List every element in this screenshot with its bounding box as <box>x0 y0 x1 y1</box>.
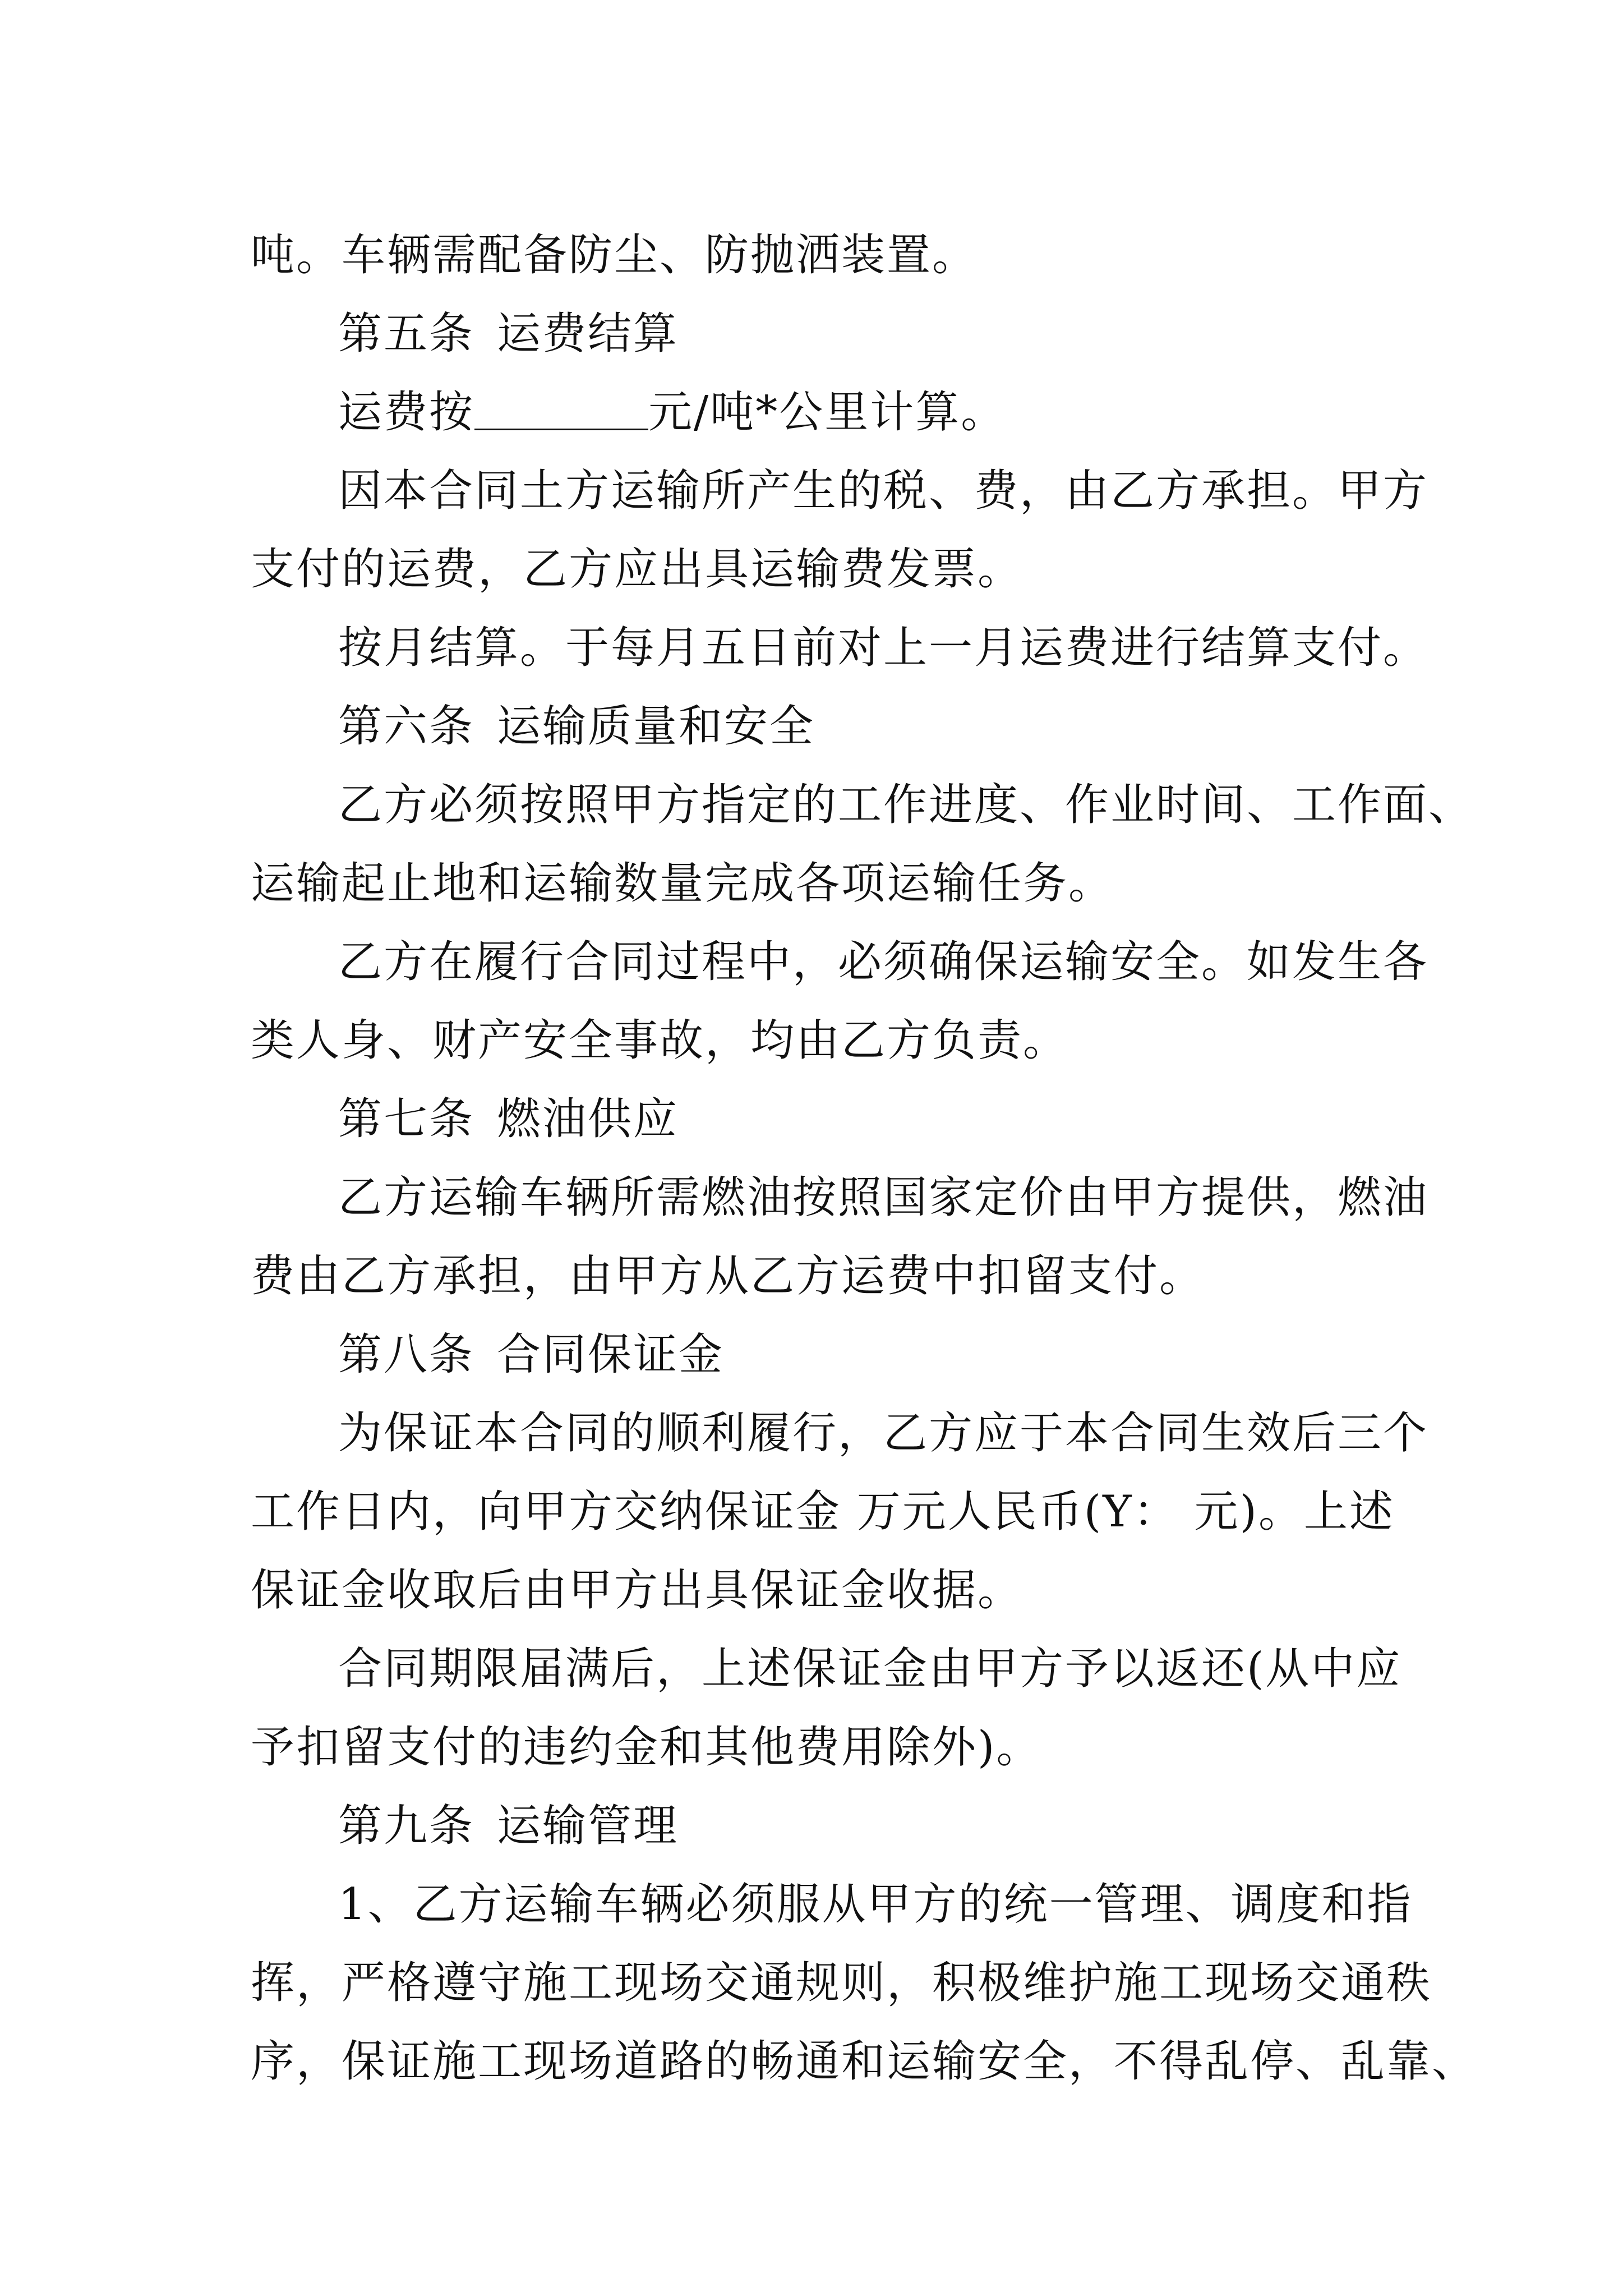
article-title: 运费结算 <box>497 309 679 359</box>
paragraph-line: 运输起止地和运输数量完成各项运输任务。 <box>251 858 1114 909</box>
paragraph-line: 序，保证施工现场道路的畅通和运输安全，不得乱停、乱靠、 <box>251 2036 1478 2087</box>
rate-blank-field <box>474 385 648 430</box>
article-number: 第八条 <box>338 1329 475 1380</box>
article-number: 第九条 <box>338 1801 475 1851</box>
article-title: 合同保证金 <box>497 1329 725 1380</box>
article-heading-6 <box>251 687 1378 766</box>
paragraph-line: 乙方必须按照甲方指定的工作进度、作业时间、工作面、 <box>338 780 1474 830</box>
article-heading-7 <box>251 1080 1378 1158</box>
paragraph-line: 挥，严格遵守施工现场交通规则，积极维护施工现场交通秩 <box>251 1958 1432 2008</box>
paragraph-line: 合同期限届满后，上述保证金由甲方予以返还(从中应 <box>338 1644 1402 1694</box>
freight-rate-line <box>251 373 1378 452</box>
paragraph-line: 为保证本合同的顺利履行，乙方应于本合同生效后三个 <box>338 1408 1429 1458</box>
paragraph-line: 因本合同土方运输所产生的税、费，由乙方承担。甲方 <box>338 466 1429 516</box>
paragraph-line: 按月结算。于每月五日前对上一月运费进行结算支付。 <box>338 623 1429 673</box>
paragraph-line: 1、乙方运输车辆必须服从甲方的统一管理、调度和指 <box>338 1879 1413 1930</box>
paragraph-line: 保证金收取后由甲方出具保证金收据。 <box>251 1565 1023 1616</box>
paragraph-line: 予扣留支付的违约金和其他费用除外)。 <box>251 1722 1042 1773</box>
paragraph-line: 类人身、财产安全事故，均由乙方负责。 <box>251 1015 1069 1066</box>
article-number: 第六条 <box>338 701 475 752</box>
article-heading-9 <box>251 1787 1378 1865</box>
article-title: 运输管理 <box>497 1801 679 1851</box>
article-heading-8 <box>251 1315 1378 1394</box>
contract-text <box>251 216 1478 2101</box>
paragraph-line: 支付的运费，乙方应出具运输费发票。 <box>251 544 1023 595</box>
article-number: 第七条 <box>338 1094 475 1144</box>
paragraph-line: 费由乙方承担，由甲方从乙方运费中扣留支付。 <box>251 1251 1205 1301</box>
paragraph-line: 乙方运输车辆所需燃油按照国家定价由甲方提供，燃油 <box>338 1172 1429 1223</box>
article-number: 第五条 <box>338 309 475 359</box>
rate-prefix: 运费按 <box>338 387 475 438</box>
paragraph-line: 吨。车辆需配备防尘、防抛洒装置。 <box>251 230 978 280</box>
paragraph-line: 乙方在履行合同过程中，必须确保运输安全。如发生各 <box>338 937 1429 987</box>
paragraph-line: 工作日内，向甲方交纳保证金 万元人民币(Y： 元)。上述 <box>251 1487 1395 1537</box>
article-title: 运输质量和安全 <box>497 701 815 752</box>
rate-suffix: 元/吨*公里计算。 <box>648 387 1007 438</box>
article-title: 燃油供应 <box>497 1094 679 1144</box>
article-heading-5 <box>251 295 1378 373</box>
